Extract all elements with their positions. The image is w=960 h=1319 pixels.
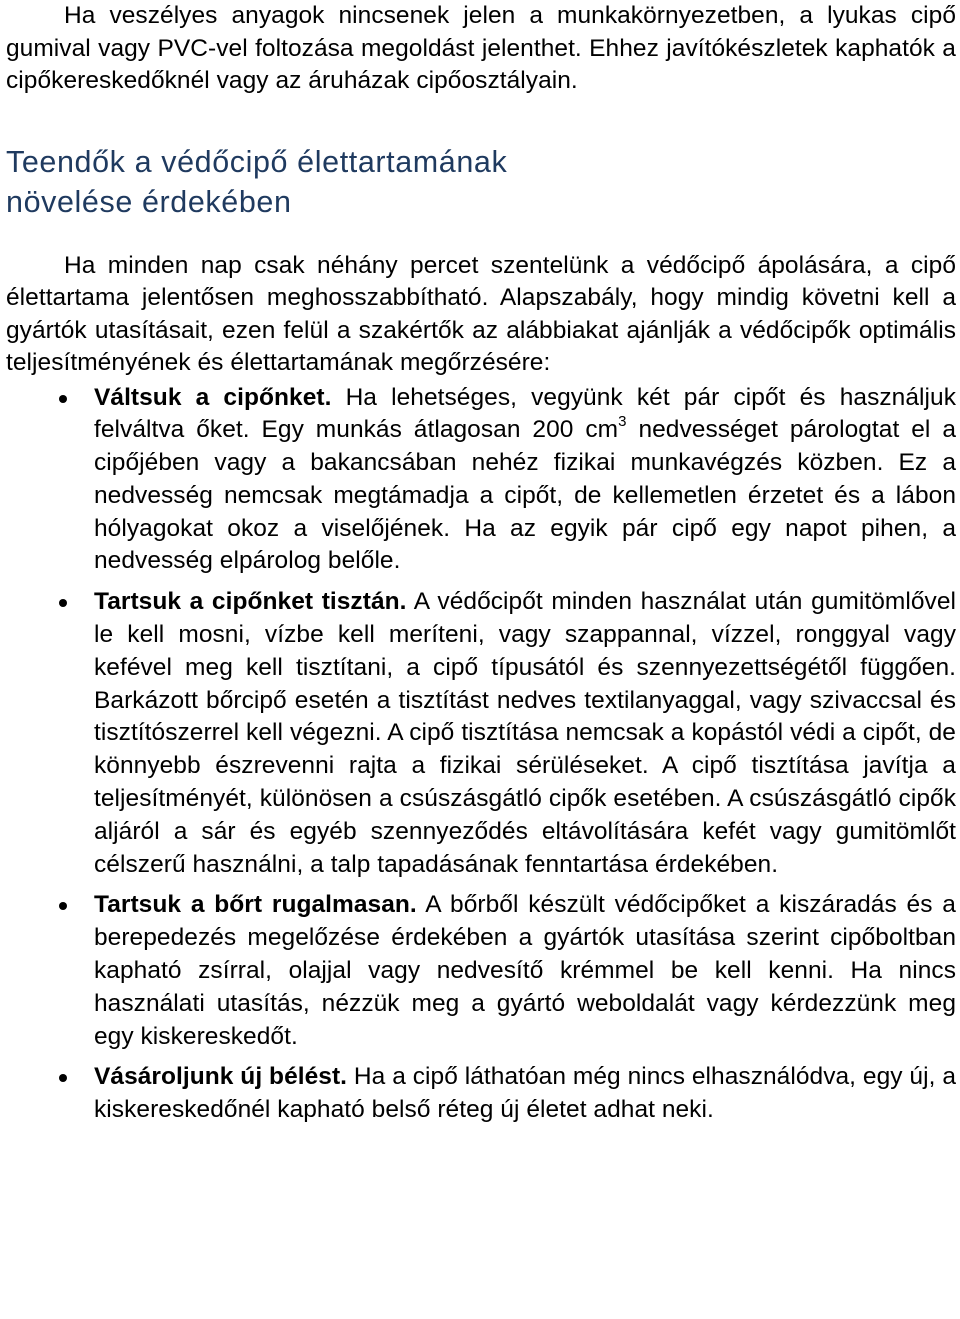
list-item-lead: Tartsuk a cipőnket tisztán. [94,588,407,616]
intro-paragraph: Ha veszélyes anyagok nincsenek jelen a munkakörnyezetben, a lyukas cipő gumival vagy PVC-vel foltozása megoldást jelenthet. Ehhez javítókészletek kaphatók a cipőkereskedőknél vagy az áruházak cipőosztályain. [6,2,956,94]
list-item-text: Ha lehetséges, vegyünk két pár cipőt és használjuk felváltva őket. Egy munkás átlagosan 200 cm [94,383,956,444]
list-item-leather-flexible [6,889,956,1053]
list-item-text: A védőcipőt minden használat után gumitömlővel le kell mosni, vízbe kell meríteni, vagy szappannal, vízzel, ronggyal vagy kefével meg kell tisztítani, a cipő típusától és szennyezettségétől függően. Barkázott bőrcipő esetén a tisztítást nedves textilanyaggal, vagy szivaccsal és tisztítószerrel kell végezni. A cipő tisztítása nemcsak a kopástól védi a cipőt, de könnyebb észrevenni rajta a fizikai sérüléseket. A cipő tisztítása javítja a teljesítményét, különösen a csúszásgátló cipők esetében. A csúszásgátló cipők aljáról a sár és egyéb szennyeződés eltávolítására kefét vagy gumitömlőt célszerű használni, a talp tapadásának fenntartása érdekében. [94,588,956,878]
body-paragraph: Ha minden nap csak néhány percet szentelünk a védőcipő ápolására, a cipő élettartama jelentősen meghosszabbítható. Alapszabály, hogy mindig követni kell a gyártók utasításait, ezen felül a szakértők az alábbiakat ajánlják a védőcipők optimális teljesítményének és élettartamának megőrzésére: [6,251,956,376]
recommendation-list [6,382,956,1128]
document-page [6,0,956,1135]
list-item-text: A bőrből készült védőcipőket a kiszáradás és a berepedezés megelőzése érdekében a gyártók utasítása szerint cipőboltban kapható zsírral, olajjal vagy nedvesítő krémmel be kell kenni. Ha nincs használati utasítás, nézzük meg a gyártó weboldalát vagy kérdezzünk meg egy kiskereskedőt. [94,891,956,1050]
list-item-keep-clean [6,586,956,881]
section-heading-line-2: növelése érdekében [6,184,292,219]
superscript: 3 [618,413,627,431]
bullet-icon [59,1074,67,1082]
list-item-new-lining [6,1061,956,1127]
section-heading-line-1: Teendők a védőcipő élettartamának [6,144,508,179]
list-item-lead: Vásároljunk új bélést. [94,1063,348,1091]
bullet-icon [59,599,67,607]
list-item-lead: Tartsuk a bőrt rugalmasan. [94,891,417,919]
bullet-icon [59,902,67,910]
list-item-switch-shoes [6,382,956,579]
bullet-icon [59,395,67,403]
list-item-lead: Váltsuk a cipőnket. [94,383,332,411]
list-item-text: Ha a cipő láthatóan még nincs elhasználódva, egy új, a kiskereskedőnél kapható belső réteg új életet adhat neki. [94,1063,956,1124]
section-heading [6,142,956,222]
list-item-text-continued: nedvességet párologtat el a cipőjében vagy a bakancsában nehéz fizikai munkavégzés közben. Ez a nedvesség nemcsak megtámadja a cipőt, de kellemetlen érzetet és a lábon hólyagokat okoz a viselőjének. Ha az egyik pár cipő egy napot pihen, a nedvesség elpárolog belőle. [94,416,956,575]
